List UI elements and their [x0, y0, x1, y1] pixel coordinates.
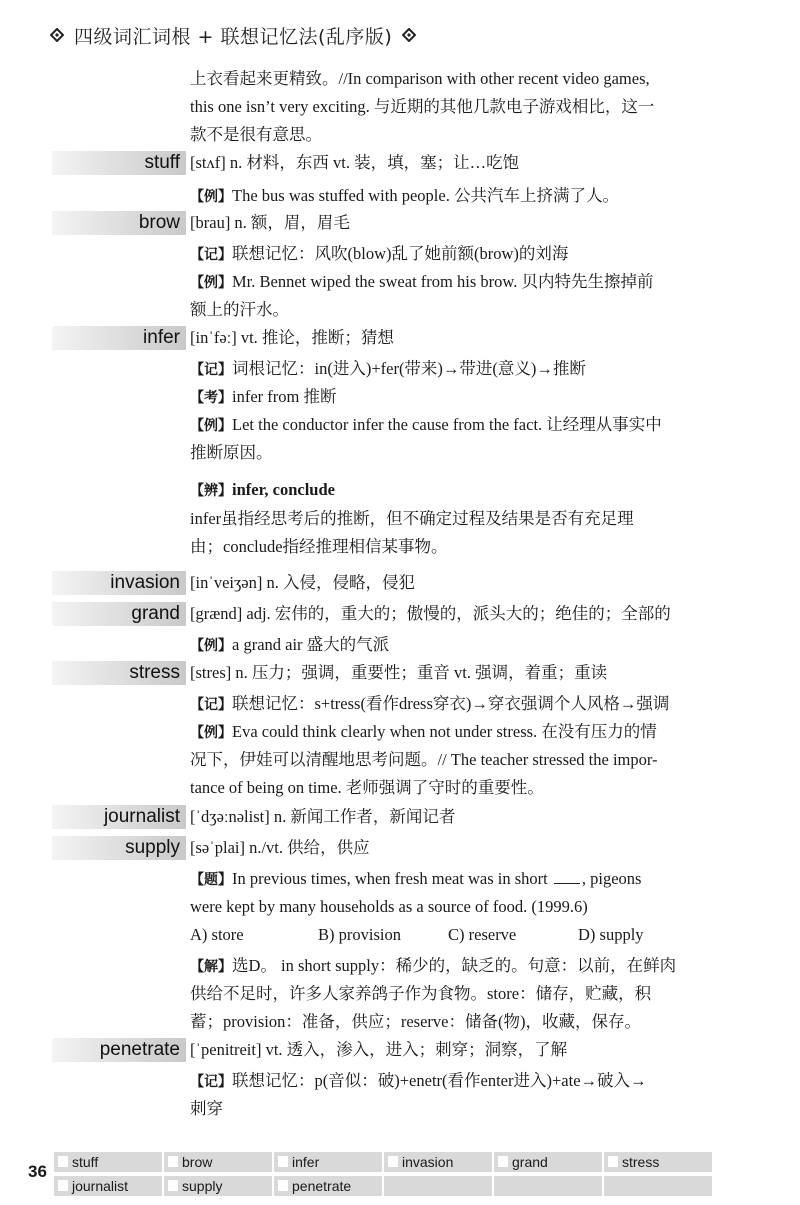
definition: [səˈplai] n./vt. 供给，供应 [190, 838, 370, 857]
index-word: infer [274, 1152, 382, 1172]
headword: stuff [144, 152, 180, 173]
index-word: journalist [54, 1176, 162, 1196]
definition: [inˈveiʒən] n. 入侵，侵略，侵犯 [190, 573, 415, 592]
checkbox-icon [278, 1156, 288, 1167]
page-number: 36 [28, 1162, 47, 1181]
entry-headword-penetrate [52, 1038, 186, 1062]
memory-line [190, 1071, 647, 1092]
checkbox-icon [168, 1180, 178, 1191]
checkbox-icon [388, 1156, 398, 1167]
memory-line: 刺穿 [190, 1099, 223, 1118]
example-line: 推断原因。 [190, 443, 273, 462]
book-title: 四级词汇词根 + 联想记忆法(乱序版) [74, 25, 393, 48]
example-line: 况下，伊娃可以清醒地思考问题。// The teacher stressed the impor- [190, 750, 658, 769]
definition: [brau] n. 额，眉，眉毛 [190, 213, 350, 232]
checkbox-icon [58, 1180, 68, 1191]
running-header [50, 18, 416, 52]
explanation-line: 供给不足时，许多人家养鸽子作为食物。store：储存，贮藏，积 [190, 984, 652, 1003]
checkbox-icon [58, 1156, 68, 1167]
intro-line: this one isn’t very exciting. 与近期的其他几款电子游戏相比，这一 [190, 97, 655, 116]
distinction-text: 由；conclude指经推理相信某事物。 [190, 537, 448, 556]
definition: [grænd] adj. 宏伟的，重大的；傲慢的，派头大的；绝佳的；全部的 [190, 604, 671, 623]
question-text: In previous times, when fresh meat was in short [232, 869, 548, 888]
headword: journalist [103, 806, 180, 827]
index-word: brow [164, 1152, 272, 1172]
definition: [ˈpenitreit] vt. 透入，渗入，进入；刺穿；洞察，了解 [190, 1040, 568, 1059]
index-word: stuff [54, 1152, 162, 1172]
memory-tag: 【记】 [190, 362, 232, 378]
distinction-text: infer虽指经思考后的推断，但不确定过程及结果是否有充足理 [190, 509, 634, 528]
example-line [190, 415, 662, 436]
option-c: C) reserve [448, 925, 517, 944]
index-empty-cell [384, 1176, 492, 1196]
example-text: Mr. Bennet wiped the sweat from his brow. 贝内特先生擦掉前 [232, 272, 654, 291]
example-tag: 【例】 [190, 638, 232, 654]
definition: [stʌf] n. 材料，东西 vt. 装，填，塞；让…吃饱 [190, 153, 520, 172]
option-d: D) supply [578, 925, 644, 944]
example-line: tance of being on time. 老师强调了守时的重要性。 [190, 778, 544, 797]
headword: supply [125, 837, 180, 858]
explanation-text: 选D。 in short supply：稀少的，缺乏的。句意：以前，在鲜肉 [232, 956, 677, 975]
example-text: a grand air 盛大的气派 [232, 635, 390, 654]
example-line [190, 272, 653, 293]
memory-text: 词根记忆：in(进入)+fer(带来)→带进(意义)→推断 [232, 359, 586, 378]
entry-headword-invasion [52, 571, 186, 595]
definition: [inˈfəː] vt. 推论，推断；猜想 [190, 328, 394, 347]
memory-text: 联想记忆：p(音似：破)+enetr(看作enter进入)+ate→破入→ [232, 1071, 647, 1090]
example-tag: 【例】 [190, 189, 232, 205]
example-text: Let the conductor infer the cause from the fact. 让经理从事实中 [232, 415, 662, 434]
headword: stress [129, 662, 180, 683]
distinction-title: infer, conclude [232, 480, 335, 499]
entry-headword-infer [52, 326, 186, 350]
memory-line [190, 694, 669, 715]
exam-text: infer from 推断 [232, 387, 337, 406]
example-line [190, 722, 657, 743]
explanation-line: 蓄；provision：准备，供应；reserve：储备(物)，收藏，保存。 [190, 1012, 641, 1031]
question-text: , pigeons [581, 869, 642, 888]
checkbox-icon [168, 1156, 178, 1167]
example-line: 额上的汗水。 [190, 300, 289, 319]
exam-line [190, 387, 336, 408]
example-line [190, 186, 619, 207]
headword: brow [138, 212, 180, 233]
memory-tag: 【记】 [190, 1074, 232, 1090]
question-tag: 【题】 [190, 872, 232, 888]
headword: penetrate [99, 1039, 180, 1060]
example-tag: 【例】 [190, 275, 232, 291]
index-word: stress [604, 1152, 712, 1172]
distinction-tag: 【辨】 [190, 483, 232, 499]
explanation-tag: 【解】 [190, 959, 232, 975]
definition: [ˈdʒəːnəlist] n. 新闻工作者，新闻记者 [190, 807, 456, 826]
memory-line [190, 244, 568, 265]
distinction-line [190, 480, 335, 501]
memory-tag: 【记】 [190, 247, 232, 263]
entry-headword-brow [52, 211, 186, 235]
example-tag: 【例】 [190, 418, 232, 434]
index-empty-cell [604, 1176, 712, 1196]
memory-tag: 【记】 [190, 697, 232, 713]
memory-text: 联想记忆：风吹(blow)乱了她前额(brow)的刘海 [232, 244, 569, 263]
index-word: penetrate [274, 1176, 382, 1196]
index-empty-cell [494, 1176, 602, 1196]
index-word: supply [164, 1176, 272, 1196]
example-text: The bus was stuffed with people. 公共汽车上挤满了人。 [232, 186, 619, 205]
option-a: A) store [190, 925, 244, 944]
definition: [stres] n. 压力；强调，重要性；重音 vt. 强调，着重；重读 [190, 663, 608, 682]
question-line: were kept by many households as a source of food. (1999.6) [190, 897, 588, 916]
example-line [190, 635, 389, 656]
index-word: invasion [384, 1152, 492, 1172]
checkbox-icon [498, 1156, 508, 1167]
checkbox-icon [278, 1180, 288, 1191]
index-word: grand [494, 1152, 602, 1172]
intro-line: 上衣看起来更精致。//In comparison with other recent video games, [190, 69, 650, 88]
memory-line [190, 359, 586, 380]
answer-blank [554, 871, 580, 884]
checkbox-icon [608, 1156, 618, 1167]
entry-headword-journalist [52, 805, 186, 829]
explanation-line [190, 956, 676, 977]
example-tag: 【例】 [190, 725, 232, 741]
diamond-ornament-icon [50, 28, 64, 42]
question-line [190, 869, 641, 890]
headword: infer [143, 327, 180, 348]
memory-text: 联想记忆：s+tress(看作dress穿衣)→穿衣强调个人风格→强调 [232, 694, 670, 713]
entry-headword-stress [52, 661, 186, 685]
intro-line: 款不是很有意思。 [190, 125, 322, 144]
entry-headword-grand [52, 602, 186, 626]
headword: invasion [110, 572, 180, 593]
entry-headword-supply [52, 836, 186, 860]
exam-tag: 【考】 [190, 390, 232, 406]
entry-headword-stuff [52, 151, 186, 175]
headword: grand [131, 603, 180, 624]
diamond-ornament-icon [402, 28, 416, 42]
example-text: Eva could think clearly when not under stress. 在没有压力的情 [232, 722, 657, 741]
option-b: B) provision [318, 925, 401, 944]
